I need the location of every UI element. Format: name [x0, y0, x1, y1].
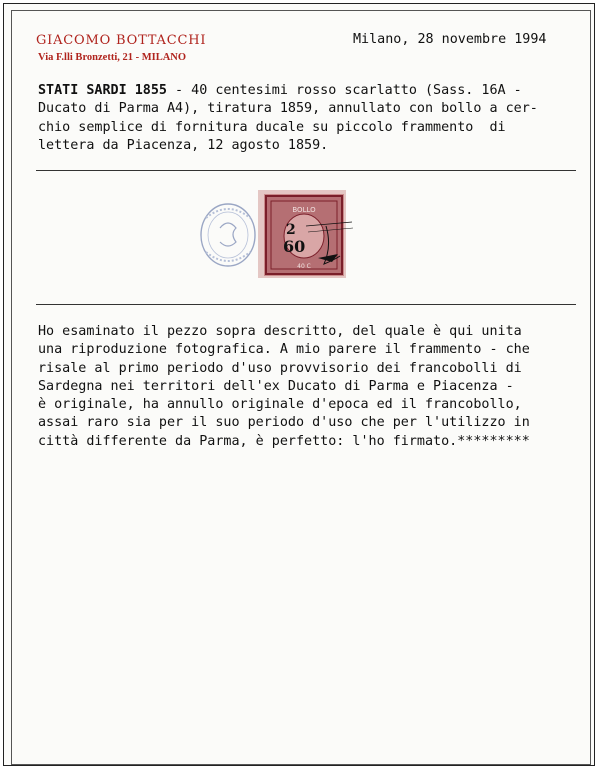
description-line-4: lettera da Piacenza, 12 agosto 1859. [38, 137, 329, 153]
certificate-date: Milano, 28 novembre 1994 [353, 32, 547, 47]
certification-line-5: è originale, ha annullo originale d'epoca ed il francobollo, [38, 397, 522, 413]
upper-divider [36, 170, 576, 171]
description-line-1: - 40 centesimi rosso scarlatto (Sass. 16A - [167, 83, 522, 98]
svg-text:40 C: 40 C [297, 263, 311, 270]
certification-line-7: città differente da Parma, è perfetto: l'ho firmato.********* [38, 433, 530, 449]
stamp-text-bottom [297, 263, 311, 270]
stamp-denomination-top: 2 [286, 222, 296, 238]
brand-name: GIACOMO BOTTACCHI [36, 33, 207, 48]
certification-line-3: risale al primo periodo d'uso provvisorio dei francobolli di [38, 360, 522, 376]
lower-divider [36, 304, 576, 305]
description-line-2: Ducato di Parma A4), tiratura 1859, annullato con bollo a cer- [38, 101, 538, 117]
brand-address: Via F.lli Bronzetti, 21 - MILANO [38, 52, 187, 63]
certification-line-2: una riproduzione fotografica. A mio parere il frammento - che [38, 342, 530, 358]
embossed-seal [196, 198, 260, 270]
description-line-3: chio semplice di fornitura ducale su piccolo frammento di [38, 119, 506, 135]
stamp-photo [256, 188, 356, 280]
stamp-denomination-bottom: 60 [283, 237, 306, 256]
svg-text:BOLLO: BOLLO [292, 206, 316, 214]
stamp-illustration [256, 188, 356, 280]
certification-text [38, 323, 530, 451]
certification-line-1: Ho esaminato il pezzo sopra descritto, del quale è qui unita [38, 324, 522, 339]
description-lead: STATI SARDI 1855 [38, 83, 167, 98]
certification-line-4: Sardegna nei territori dell'ex Ducato di Parma e Piacenza - [38, 378, 514, 394]
item-description [38, 82, 538, 155]
certification-line-6: assai raro sia per il suo periodo d'uso che per l'utilizzo in [38, 415, 530, 431]
stamp-text-top [292, 206, 316, 214]
